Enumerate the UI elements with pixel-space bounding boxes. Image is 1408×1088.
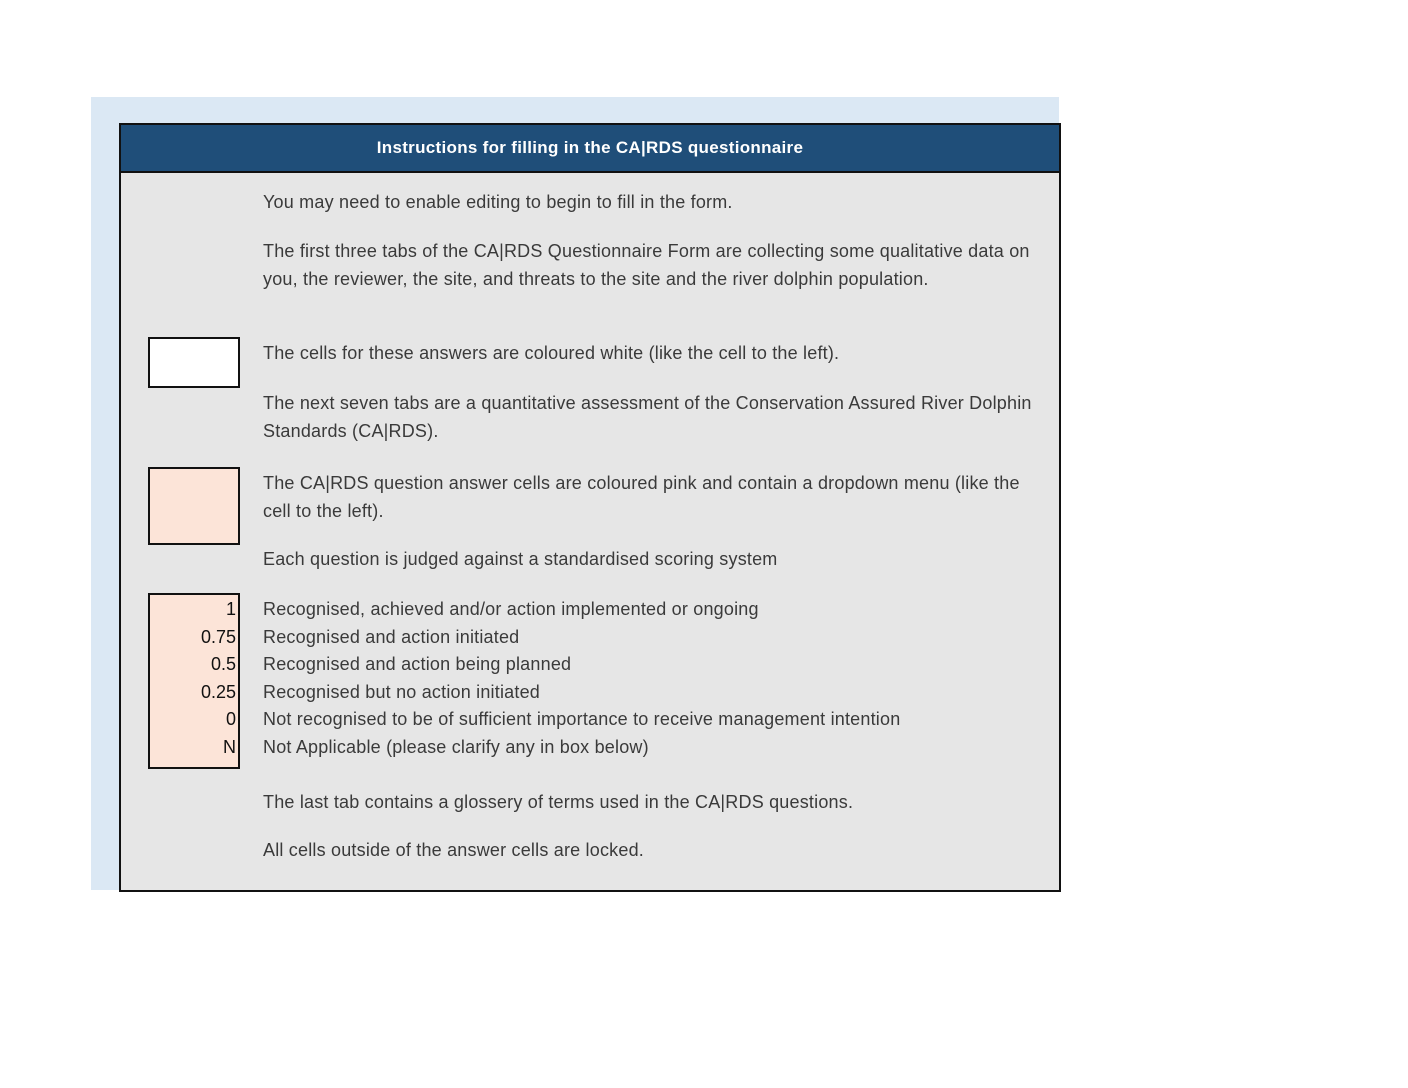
score-value: 0.5	[210, 654, 236, 674]
score-value: 0.25	[200, 681, 236, 702]
locked-cells-text: All cells outside of the answer cells are locked.	[263, 840, 644, 860]
score-description: Recognised and action being planned	[263, 654, 572, 674]
score-value: 0.75	[200, 626, 236, 647]
white-answer-cell-example	[148, 337, 240, 388]
score-value: 1	[225, 599, 236, 619]
instructions-panel	[119, 123, 1061, 892]
score-description: Recognised but no action initiated	[263, 681, 540, 702]
score-description: Recognised and action initiated	[263, 626, 520, 647]
score-value: 0	[225, 709, 236, 729]
enable-editing-text: You may need to enable editing to begin to fill in the form.	[263, 192, 733, 212]
white-cells-text: The cells for these answers are coloured white (like the cell to the left).	[263, 343, 840, 363]
score-value: N	[223, 736, 236, 757]
next-tabs-text: The next seven tabs are a quantitative assessment of the Conservation Assured River Dolphin Standards (CA|RDS).	[263, 393, 1032, 441]
scoring-values-box	[148, 593, 240, 769]
instructions-header: Instructions for filling in the CA|RDS questionnaire	[121, 125, 1059, 173]
pink-cells-text: The CA|RDS question answer cells are coloured pink and contain a dropdown menu (like the cell to the left).	[263, 473, 1020, 521]
first-tabs-text: The first three tabs of the CA|RDS Questionnaire Form are collecting some qualitative data on you, the reviewer, the site, and threats to the site and the river dolphin population.	[263, 241, 1030, 289]
pink-answer-cell-example	[148, 467, 240, 545]
scoring-intro-text: Each question is judged against a standardised scoring system	[263, 549, 778, 569]
score-description: Not recognised to be of sufficient importance to receive management intention	[263, 709, 901, 729]
score-description: Recognised, achieved and/or action implemented or ongoing	[263, 599, 759, 619]
score-description: Not Applicable (please clarify any in box below)	[263, 736, 649, 757]
glossary-text: The last tab contains a glossery of terms used in the CA|RDS questions.	[263, 792, 854, 812]
